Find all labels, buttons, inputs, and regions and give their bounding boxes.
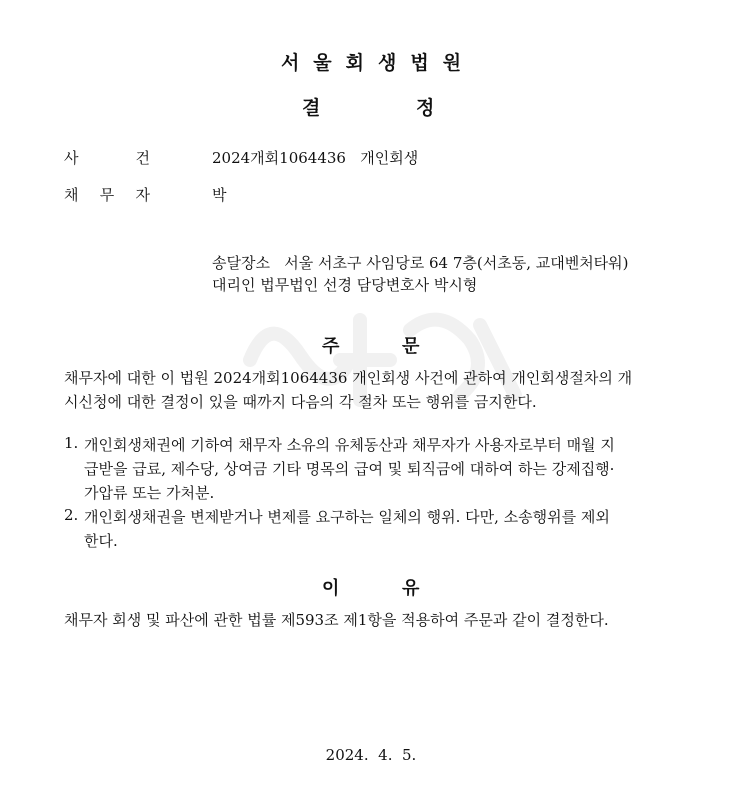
order-title-left: 주	[322, 336, 340, 357]
order-item-line: 개인회생채권에 기하여 채무자 소유의 유체동산과 채무자가 사용자로부터 매월 지	[84, 436, 615, 454]
order-item-line: 가압류 또는 가처분.	[84, 484, 215, 502]
debtor-label-char: 무	[99, 186, 115, 204]
order-item-number: 2.	[64, 506, 79, 524]
service-address: 송달장소 서울 서초구 사임당로 64 7층(서초동, 교대벤처타워)	[212, 254, 629, 272]
debtor-name: 박	[212, 186, 227, 204]
reason-text: 채무자 회생 및 파산에 관한 법률 제593조 제1항을 적용하여 주문과 같이 결정한다.	[64, 611, 609, 629]
case-number: 2024개회1064436 개인회생	[212, 149, 419, 167]
document-title-right: 정	[416, 97, 435, 119]
debtor-label-char: 채	[64, 186, 79, 204]
order-item-line: 급받을 급료, 제수당, 상여금 기타 명목의 급여 및 퇴직금에 대하여 하는 강제집행·	[84, 460, 615, 478]
case-label-char: 사	[64, 149, 79, 167]
decision-date: 2024. 4. 5.	[325, 746, 417, 764]
order-title-right: 문	[402, 336, 420, 357]
representative: 대리인 법무법인 선경 담당변호사 박시형	[212, 276, 478, 294]
order-intro-line: 시신청에 대한 결정이 있을 때까지 다음의 각 절차 또는 행위를 금지한다.	[64, 393, 537, 411]
debtor-label	[64, 184, 150, 205]
case-label-char: 건	[135, 149, 150, 167]
case-label	[64, 147, 150, 168]
document-title-left: 결	[302, 97, 321, 119]
debtor-label-char: 자	[135, 186, 150, 204]
document-title	[0, 93, 742, 119]
reason-title-left: 이	[322, 578, 340, 599]
court-name: 서울회생법원	[280, 52, 476, 74]
order-item-line: 개인회생채권을 변제받거나 변제를 요구하는 일체의 행위. 다만, 소송행위를 제외	[84, 508, 610, 526]
reason-section-title	[0, 574, 742, 600]
order-item-line: 한다.	[84, 532, 118, 550]
order-intro-line: 채무자에 대한 이 법원 2024개회1064436 개인회생 사건에 관하여 개인회생절차의 개	[64, 369, 633, 387]
order-section-title	[0, 332, 742, 358]
reason-title-right: 유	[402, 578, 420, 599]
order-item-number: 1.	[64, 434, 79, 452]
